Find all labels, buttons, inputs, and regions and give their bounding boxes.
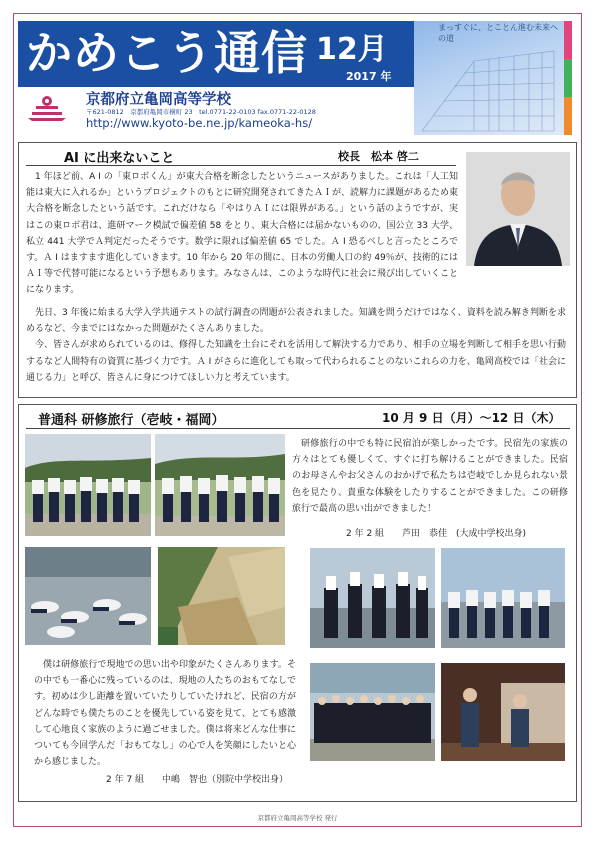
- school-emblem-icon: [26, 92, 68, 122]
- article1-body-part2: [26, 305, 566, 386]
- trip-photo-fields-aerial: [158, 547, 285, 645]
- article2-essay1: [292, 436, 568, 517]
- article1-divider: [26, 165, 456, 166]
- article2-essay2-text: 僕は研修旅行で現地での思い出や印象がたくさんあります。その中でも一番心に残っているのは、現地の人たちのおもてなしです。初めは少し距離を置いていたりしていたけれど、民宿の方がどんな時でも僕たちのことを優先している姿を見て、とても感激して心地良く家族のように過ごせました。僕は将来どんな仕事についても今回学んだ「おもてなし」の心で人を笑顔にしたいと心から感じました。: [34, 660, 296, 768]
- trip-photo-group-jump-2: [155, 434, 285, 536]
- article2-title: 普通科 研修旅行（壱岐・福岡）: [38, 413, 225, 428]
- masthead-month: 12月: [316, 32, 388, 67]
- article2-essay2-signature: 2 年 7 組 中嶋 智也（別院中学校出身）: [106, 775, 289, 785]
- article2-date: 10 月 9 日（月）～12 日（木）: [382, 411, 561, 425]
- masthead-tagline: まっすぐに、とことん進む未来への道: [438, 23, 558, 43]
- trip-photo-girls-dance: [441, 548, 565, 648]
- article2-essay2: [34, 657, 296, 770]
- school-address: 〒621-0812 京都府亀岡市横町 23 tel.0771-22-0103 fax.0771-22-0128: [86, 108, 316, 116]
- school-name: 京都府立亀岡高等学校: [86, 92, 231, 108]
- article1-title: AI に出来ないこと: [64, 151, 175, 166]
- masthead-title: かめこう通信: [26, 26, 308, 80]
- color-bar-orange: [564, 97, 572, 135]
- color-bar-pink: [564, 21, 572, 59]
- article1-body-part1: [26, 169, 458, 299]
- trip-photo-class-group: [310, 663, 435, 761]
- article1-paragraph-1: 1 年ほど前、A I の「東ロボくん」が東大合格を断念したというニュースがありました。これは「人工知能は東大に入れるか」というプロジェクトのもとに研究開発されてきたＡＩが、読解力に課題があるため東大合格を断念したという話です。これだけなら「やはりＡＩには限界がある。」という話のようですが、実はこの東ロボ君は、進研マーク模試で偏差値 58 をとり、東大合格には届かないものの、国公立 33 大学、私立 441 大学でＡ判定だったそうです。数学に限れば偏差値 65 でした。Ａ I 恐るべしと言ったところです。Ａ I はますます進化していきます。10 年から 20 年の間に、日本の労働人口の約 49％が、技術的にはＡＩ等で代替可能になるという予想もあります。みなさんは、このような時代に社会に飛び出していくことになります。: [26, 172, 458, 296]
- trip-photo-group-jump-1: [25, 434, 151, 536]
- color-bars: [564, 21, 572, 135]
- trip-photo-boys-balcony: [310, 548, 435, 648]
- trip-photo-stage-performance: [441, 663, 565, 761]
- article2-divider: [26, 428, 570, 429]
- article2-essay1-text: 研修旅行の中でも特に民宿泊が楽しかったです。民宿先の家族の方々はとても優しくて、すぐに打ち解けることができました。民宿のお母さんやお父さんのおかげで私たちは壱岐でしか見られない景色を見たり、貴重な体験をしたりすることができました。この研修旅行で最高の思い出ができました！: [292, 439, 568, 514]
- article1-paragraph-3: 今、皆さんが求められているのは、修得した知識を土台にそれを活用して解決する力であり、相手の立場を判断して相手を思い行動するなど人間特有の資質に基づく力です。Ａ I がさらに進化しても取って代わられることのないこれらの力を、亀岡高校では「社会に通じる力」と呼び、皆さんに身につけてほしい力と考えています。: [26, 340, 567, 383]
- color-bar-green: [564, 59, 572, 97]
- article2-essay1-signature: 2 年 2 組 芦田 恭佳 (大成中学校出身): [346, 529, 527, 539]
- school-url-link[interactable]: http://www.kyoto-be.ne.jp/kameoka-hs/: [86, 116, 313, 130]
- article1-paragraph-2: 先日、3 年後に始まる大学入学共通テストの試行調査の問題が公表されました。知識を問うだけではなく、資料を読み解き判断を求めるなど、今までにはなかった問題がたくさんありました。: [26, 308, 566, 335]
- principal-portrait-photo: [466, 152, 570, 266]
- trip-photo-students-lying: [25, 547, 151, 645]
- article1-author: 校長 松本 啓二: [338, 150, 419, 163]
- footer-publisher: 京都府立亀岡高等学校 発行: [257, 814, 338, 822]
- masthead-year: 2017 年: [346, 70, 392, 83]
